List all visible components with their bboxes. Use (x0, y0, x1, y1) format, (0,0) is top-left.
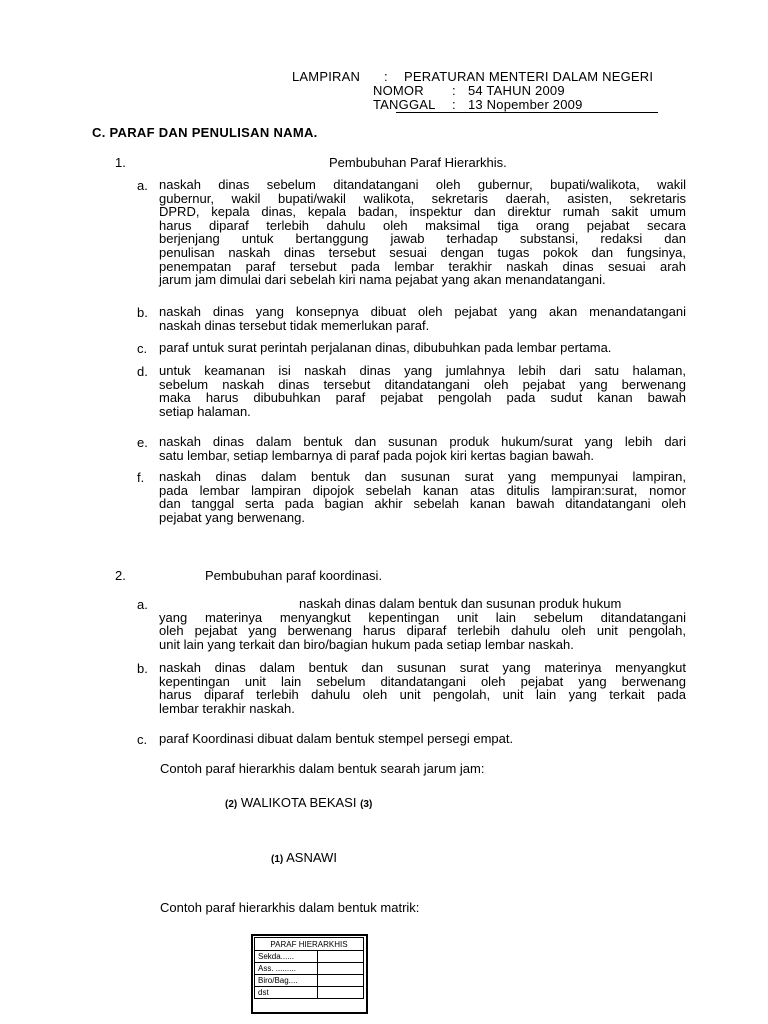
matrix-row-cell (318, 951, 364, 963)
part1-item-letter: a. (137, 178, 148, 193)
header-lampiran-value: PERATURAN MENTERI DALAM NEGERI (404, 69, 654, 84)
part2-item-line: unit lain yang terkait dan biro/bagian hukum pada setiap lembar naskah. (159, 636, 574, 652)
part2-item-text (159, 661, 686, 715)
part1-item-line: sebelum naskah dinas tersebut ditandatangani oleh pejabat yang berwenang (159, 376, 686, 392)
part1-item-text (159, 178, 686, 287)
part1-item-letter: e. (137, 435, 148, 450)
example1-sub-name: ASNAWI (286, 850, 337, 865)
part1-item-line: harus diparaf terlebih dahulu oleh maksimal tiga orang pejabat secara (159, 217, 686, 233)
header-lampiran-sep: : (384, 69, 388, 84)
part2-item-line: harus diparaf terlebih dahulu oleh unit pengolah, unit lain yang terkait pada (159, 687, 686, 703)
header-tanggal-sep: : (452, 97, 456, 112)
part2-item-line: lembar terakhir naskah. (159, 700, 295, 716)
example1-sub-num: (1) (271, 854, 284, 865)
part1-item-line: naskah dinas yang konsepnya dibuat oleh pejabat yang akan menandatangani (159, 304, 686, 319)
header-underline (396, 112, 658, 113)
part1-heading: Pembubuhan Paraf Hierarkhis. (329, 155, 507, 170)
header-nomor-value: 54 TAHUN 2009 (468, 83, 565, 98)
matrix-row-cell (318, 963, 364, 975)
part1-item-line: dan tanggal serta pada bagian akhir sebelah kanan bawah ditandatangani oleh (159, 496, 686, 512)
part1-item-line: pejabat yang berwenang. (159, 509, 306, 525)
example1-sub-line (271, 850, 337, 865)
part1-item-line: penempatan paraf tersebut pada lembar terakhir naskah dinas sesuai arah (159, 258, 686, 274)
section-title: C. PARAF DAN PENULISAN NAMA. (92, 125, 318, 140)
part2-item-line: yang materinya menyangkut kepentingan unit lain sebelum ditandatangani (159, 609, 686, 625)
part2-item-line: kepentingan unit lain sebelum ditandatangani oleh pejabat yang berwenang (159, 673, 686, 689)
part1-item-text (159, 364, 686, 418)
part1-item-line: paraf untuk surat perintah perjalanan dinas, dibubuhkan pada lembar pertama. (159, 340, 612, 355)
header-tanggal-label: TANGGAL (373, 97, 436, 112)
part1-item-line: penulisan naskah dinas tersebut sesuai dengan tugas pokok dan fungsinya, (159, 244, 686, 260)
part1-item-text (159, 341, 686, 355)
part2-item-first-line: naskah dinas dalam bentuk dan susunan produk hukum (299, 596, 622, 611)
paraf-matrix (254, 937, 364, 999)
matrix-row-label: Sekda...... (255, 951, 318, 963)
part2-item-line: naskah dinas dalam bentuk dan susunan surat yang materinya menyangkut (159, 660, 686, 675)
example1-right-num: (3) (360, 799, 373, 810)
header-nomor-sep: : (452, 83, 456, 98)
part1-item-line: naskah dinas tersebut tidak memerlukan paraf. (159, 317, 430, 333)
part1-item-line: naskah dinas sebelum ditandatangani oleh gubernur, bupati/walikota, wakil (159, 177, 686, 192)
matrix-row-label: dst (255, 987, 318, 999)
part1-item-line: maka harus dibubuhkan paraf pejabat pengolah pada sudut kanan bawah (159, 390, 686, 406)
part2-item-letter: b. (137, 661, 148, 676)
matrix-header: PARAF HIERARKHIS (255, 938, 364, 951)
example1-name: WALIKOTA BEKASI (240, 795, 357, 810)
header-nomor-label: NOMOR (373, 83, 424, 98)
example1-signature-line (225, 795, 372, 810)
part1-item-line: satu lembar, setiap lembarnya di paraf pada pojok kiri kertas bagian bawah. (159, 447, 595, 463)
part2-item-line: oleh pejabat yang berwenang harus diparaf terlebih dahulu oleh unit pengolah, (159, 623, 686, 639)
part1-item-line: DPRD, kepala dinas, kepala badan, inspektur dan direktur rumah sakit umum (159, 204, 686, 220)
part1-item-letter: c. (137, 341, 148, 356)
part1-item-line: gubernur, wakil bupati/wakil walikota, sekretaris daerah, asisten, sekretaris (159, 190, 686, 206)
example2-label: Contoh paraf hierarkhis dalam bentuk matrik: (160, 900, 420, 915)
part2-item-letter: a. (137, 597, 148, 612)
part1-item-text (159, 470, 686, 524)
matrix-row-cell (318, 987, 364, 999)
part1-item-line: berjenjang untuk bertanggung jawab terhadap substansi, redaksi dan (159, 231, 686, 247)
part1-item-line: setiap halaman. (159, 403, 251, 419)
part1-item-line: untuk keamanan isi naskah dinas yang jumlahnya lebih dari satu halaman, (159, 363, 686, 378)
matrix-row-label: Biro/Bag.... (255, 975, 318, 987)
matrix-row-label: Ass. ......... (255, 963, 318, 975)
part2-item-line: paraf Koordinasi dibuat dalam bentuk stempel persegi empat. (159, 731, 514, 746)
part2-item-text (159, 732, 686, 746)
part1-item-line: naskah dinas dalam bentuk dan susunan surat yang mempunyai lampiran, (159, 469, 686, 484)
part2-item-text (159, 597, 686, 651)
part1-item-text (159, 305, 686, 332)
part1-item-line: jarum jam dimulai dari sebelah kiri nama pejabat yang akan menandatangani. (159, 272, 606, 288)
part1-item-line: pada lembar lampiran dipojok sebelah kanan atas ditulis lampiran:surat, nomor (159, 482, 686, 498)
example1-left-num: (2) (225, 799, 238, 810)
part2-number: 2. (115, 568, 126, 583)
part1-number: 1. (115, 155, 126, 170)
part1-item-line: naskah dinas dalam bentuk dan susunan produk hukum/surat yang lebih dari (159, 434, 686, 449)
header-lampiran-label: LAMPIRAN (292, 69, 361, 84)
part1-item-letter: b. (137, 305, 148, 320)
header-tanggal-value: 13 Nopember 2009 (468, 97, 583, 112)
example1-label: Contoh paraf hierarkhis dalam bentuk searah jarum jam: (160, 761, 485, 776)
part2-item-letter: c. (137, 732, 148, 747)
part2-heading: Pembubuhan paraf koordinasi. (205, 568, 383, 583)
matrix-row-cell (318, 975, 364, 987)
part1-item-text (159, 435, 686, 462)
part1-item-letter: d. (137, 364, 148, 379)
part1-item-letter: f. (137, 470, 145, 485)
